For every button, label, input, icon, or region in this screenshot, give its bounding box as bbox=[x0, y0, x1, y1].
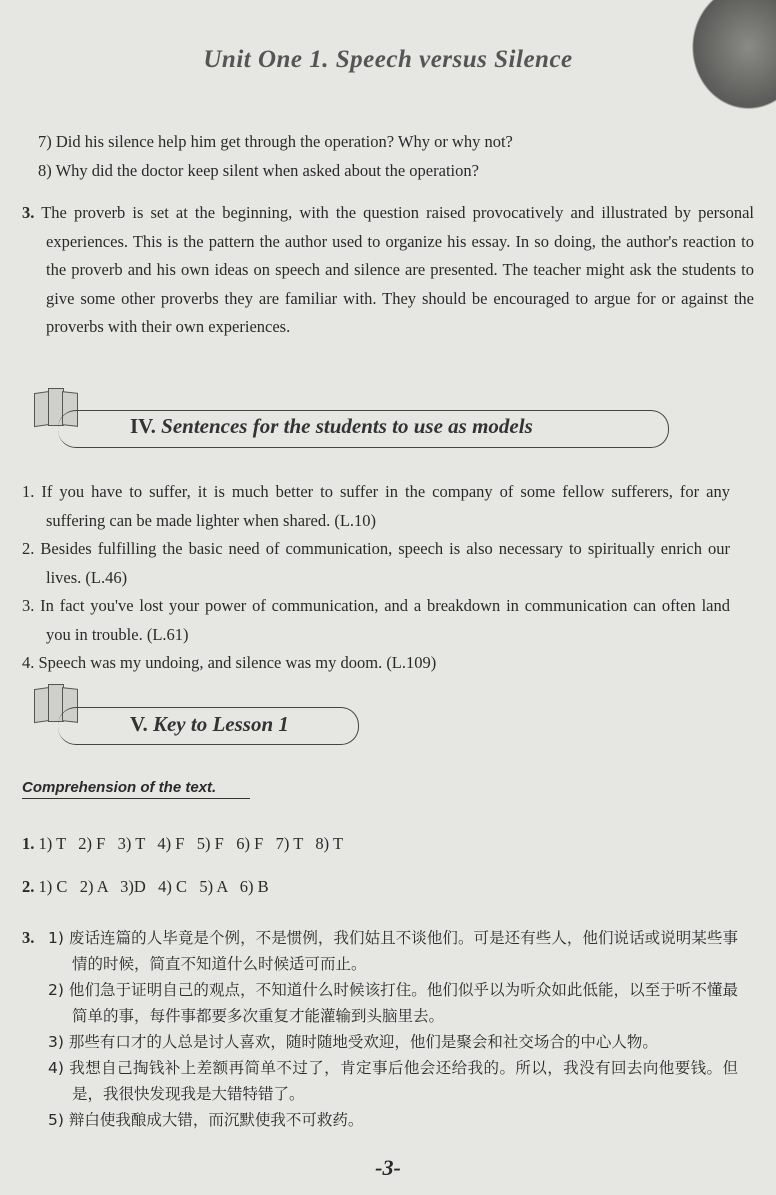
section-5-heading bbox=[130, 712, 289, 737]
sentence-4: 4. Speech was my undoing, and silence was my doom. (L.109) bbox=[22, 653, 437, 672]
translation-1: 1) 废话连篇的人毕竟是个例，不是惯例，我们姑且不谈他们。可是还有些人，他们说话或说明某些事情的时候，简直不知道什么时候适可而止。 bbox=[48, 929, 738, 973]
sentence-2: 2. Besides fulfilling the basic need of communication, speech is also necessary to spiritually enrich our lives. (L.46) bbox=[22, 539, 730, 587]
sentence-1: 1. If you have to suffer, it is much better to suffer in the company of some fellow sufferers, for any suffering can be made lighter when shared. (L.10) bbox=[22, 482, 730, 530]
translation-3: 3) 那些有口才的人总是讨人喜欢，随时随地受欢迎，他们是聚会和社交场合的中心人物。 bbox=[48, 1033, 658, 1051]
question-list bbox=[28, 128, 728, 185]
answers-1 bbox=[22, 830, 343, 859]
section-4-title: Sentences for the students to use as models bbox=[161, 414, 533, 438]
section-4-numeral: IV. bbox=[130, 414, 156, 438]
answers-2 bbox=[22, 873, 269, 902]
section-5-numeral: V. bbox=[130, 712, 148, 736]
translation-2: 2) 他们急于证明自己的观点，不知道什么时候该打住。他们似乎以为听众如此低能，以至于听不懂最简单的事，每件事都要多次重复才能灌输到头脑里去。 bbox=[48, 981, 738, 1025]
item-3-number: 3. bbox=[22, 203, 35, 222]
answers-2-number: 2. bbox=[22, 877, 35, 896]
model-sentences bbox=[22, 478, 730, 678]
answers-1-text: 1) T 2) F 3) T 4) F 5) F 6) F 7) T 8) T bbox=[38, 834, 344, 853]
answers-3-number: 3. bbox=[22, 928, 35, 947]
item-3-paragraph bbox=[22, 199, 754, 342]
question-8: 8) Why did the doctor keep silent when asked about the operation? bbox=[38, 160, 479, 180]
section-5-title: Key to Lesson 1 bbox=[152, 712, 289, 736]
translation-answers bbox=[48, 925, 738, 1133]
question-7: 7) Did his silence help him get through the operation? Why or why not? bbox=[38, 132, 513, 151]
item-3-text: The proverb is set at the beginning, with the question raised provocatively and illustrated by personal experiences. This is the pattern the author used to organize his essay. In so doing, the author's reaction to the proverb and his own ideas on speech and silence are presented. The teacher might ask the students to give some other proverbs they are familiar with. They should be encouraged to argue for or against the proverbs with their own experiences. bbox=[41, 203, 754, 336]
translation-4: 4) 我想自己掏钱补上差额再简单不过了，肯定事后他会还给我的。所以，我没有回去向他要钱。但是，我很快发现我是大错特错了。 bbox=[48, 1059, 738, 1103]
section-4-heading bbox=[130, 414, 533, 439]
page-number: -3- bbox=[375, 1155, 401, 1180]
comprehension-subheading: Comprehension of the text. bbox=[22, 779, 250, 799]
sentence-3: 3. In fact you've lost your power of communication, and a breakdown in communication can often land you in trouble. (L.61) bbox=[22, 596, 730, 644]
page-title: Unit One 1. Speech versus Silence bbox=[203, 46, 573, 73]
answers-1-number: 1. bbox=[22, 834, 35, 853]
translation-5: 5) 辩白使我酿成大错，而沉默使我不可救药。 bbox=[48, 1111, 364, 1129]
answers-2-text: 1) C 2) A 3)D 4) C 5) A 6) B bbox=[38, 877, 269, 896]
